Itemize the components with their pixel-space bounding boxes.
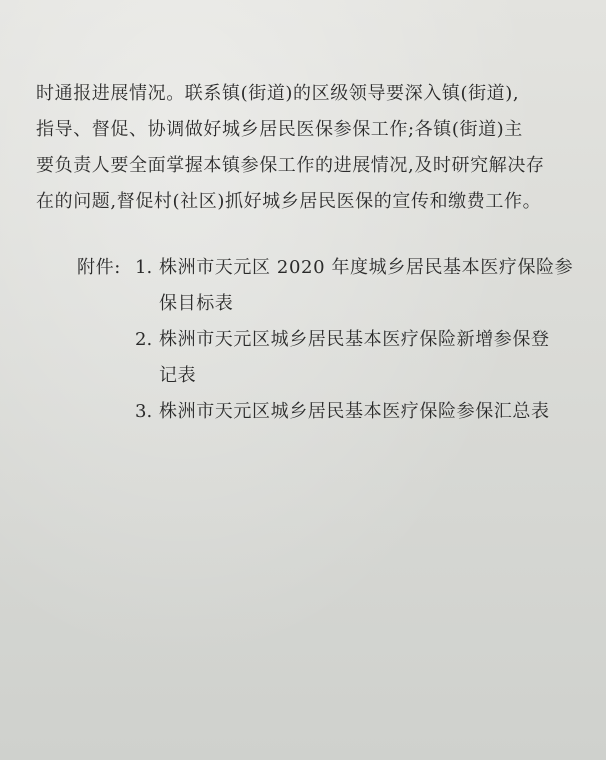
attachment-indent: [77, 322, 135, 358]
attachment-title-line: 保目标表: [159, 293, 234, 314]
attachment-title-line: 株洲市天元区城乡居民基本医疗保险参保汇总表: [159, 401, 550, 422]
attachment-title-line: 株洲市天元区城乡居民基本医疗保险新增参保登: [159, 329, 550, 350]
attachments-label: 附件:: [77, 257, 121, 278]
body-paragraph: [36, 76, 572, 220]
attachment-item-2: [77, 322, 577, 394]
paragraph-line: 时通报进展情况。联系镇(街道)的区级领导要深入镇(街道),: [36, 83, 520, 104]
paragraph-line: 在的问题,督促村(社区)抓好城乡居民医保的宣传和缴费工作。: [36, 191, 542, 212]
attachment-title-line: 记表: [159, 365, 197, 386]
attachment-number: 1.: [135, 257, 153, 278]
attachment-item-3: [77, 394, 577, 430]
attachment-title-line: 株洲市天元区 2020 年度城乡居民基本医疗保险参: [159, 257, 574, 278]
attachments-list: [77, 250, 577, 430]
attachment-title: [159, 250, 577, 322]
attachment-title: [159, 394, 577, 430]
attachment-title: [159, 322, 577, 394]
paragraph-line: 要负责人要全面掌握本镇参保工作的进展情况,及时研究解决存: [36, 155, 545, 176]
attachment-item-1: [77, 250, 577, 322]
attachment-number: 2.: [135, 329, 153, 350]
paragraph-line: 指导、督促、协调做好城乡居民医保参保工作;各镇(街道)主: [36, 119, 523, 140]
attachment-indent: [77, 394, 135, 430]
attachment-number: 3.: [135, 401, 153, 422]
